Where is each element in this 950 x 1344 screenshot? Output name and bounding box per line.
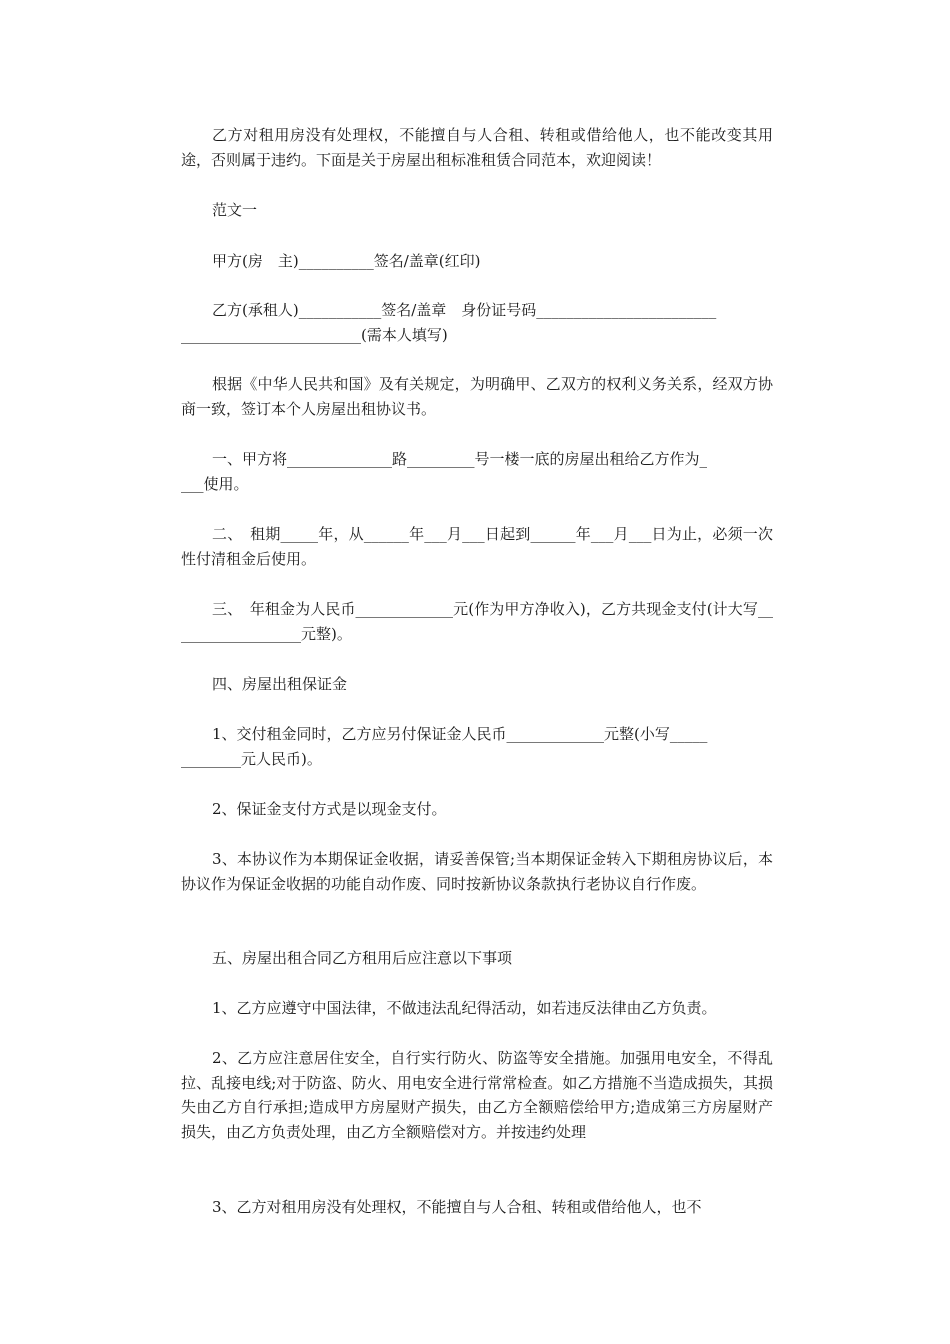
- clause-4-item-1-line-2: ________元人民币)。: [181, 749, 322, 768]
- clause-5-heading: 五、房屋出租合同乙方租用后应注意以下事项: [212, 949, 513, 967]
- clause-4-item-3: 3、本协议作为本期保证金收据，请妥善保管;当本期保证金转入下期租房协议后，本协议作为保证金收据的功能自动作废、同时按新协议条款执行老协议自行作废。: [181, 850, 773, 893]
- clause-1: [181, 447, 773, 496]
- clause-5-item-2: 2、乙方应注意居住安全，自行实行防火、防盗等安全措施。加强用电安全，不得乱拉、乱接电线;对于防盗、防火、用电安全进行常常检查。如乙方措施不当造成损失，其损失由乙方自行承担;造成甲方房屋财产损失，由乙方全额赔偿给甲方;造成第三方房屋财产损失，由乙方负责处理，由乙方全额赔偿对方。并按违约处理: [181, 1049, 773, 1141]
- clause-1-line-2: ___使用。: [181, 474, 249, 493]
- sample-heading: 范文一: [212, 201, 258, 219]
- party-a-line: 甲方(房 主)__________签名/盖章(红印): [212, 252, 481, 270]
- clause-4-item-1: [181, 722, 773, 771]
- clause-4-item-2: 2、保证金支付方式是以现金支付。: [212, 800, 447, 818]
- clause-4-item-1-line-1: 1、交付租金同时，乙方应另付保证金人民币_____________元整(小写_____: [212, 725, 708, 743]
- party-b-line: [181, 298, 773, 347]
- party-b-line-2: ________________________(需本人填写): [181, 325, 448, 344]
- clause-1-line-1: 一、甲方将______________路_________号一楼一底的房屋出租给乙方作为_: [212, 450, 708, 468]
- intro-paragraph: 乙方对租用房没有处理权，不能擅自与人合租、转租或借给他人，也不能改变其用途，否则属于违约。下面是关于房屋出租标准租赁合同范本，欢迎阅读！: [181, 126, 773, 169]
- party-b-line-1: 乙方(承租人)___________签名/盖章 身份证号码________________________: [212, 301, 717, 319]
- clause-2: 二、 租期_____年，从______年___月___日起到______年___月___日为止，必须一次性付清租金后使用。: [181, 525, 773, 568]
- clause-3: 三、 年租金为人民币_____________元(作为甲方净收入)，乙方共现金支付(计大写__________________元整)。: [181, 600, 773, 643]
- clause-5-item-3: 3、乙方对租用房没有处理权，不能擅自与人合租、转租或借给他人，也不: [212, 1198, 702, 1216]
- preamble-paragraph: 根据《中华人民共和国》及有关规定，为明确甲、乙双方的权利义务关系，经双方协商一致，签订本个人房屋出租协议书。: [181, 375, 773, 418]
- clause-4-heading: 四、房屋出租保证金: [212, 675, 348, 693]
- clause-5-item-1: 1、乙方应遵守中国法律，不做违法乱纪得活动，如若违反法律由乙方负责。: [212, 999, 717, 1017]
